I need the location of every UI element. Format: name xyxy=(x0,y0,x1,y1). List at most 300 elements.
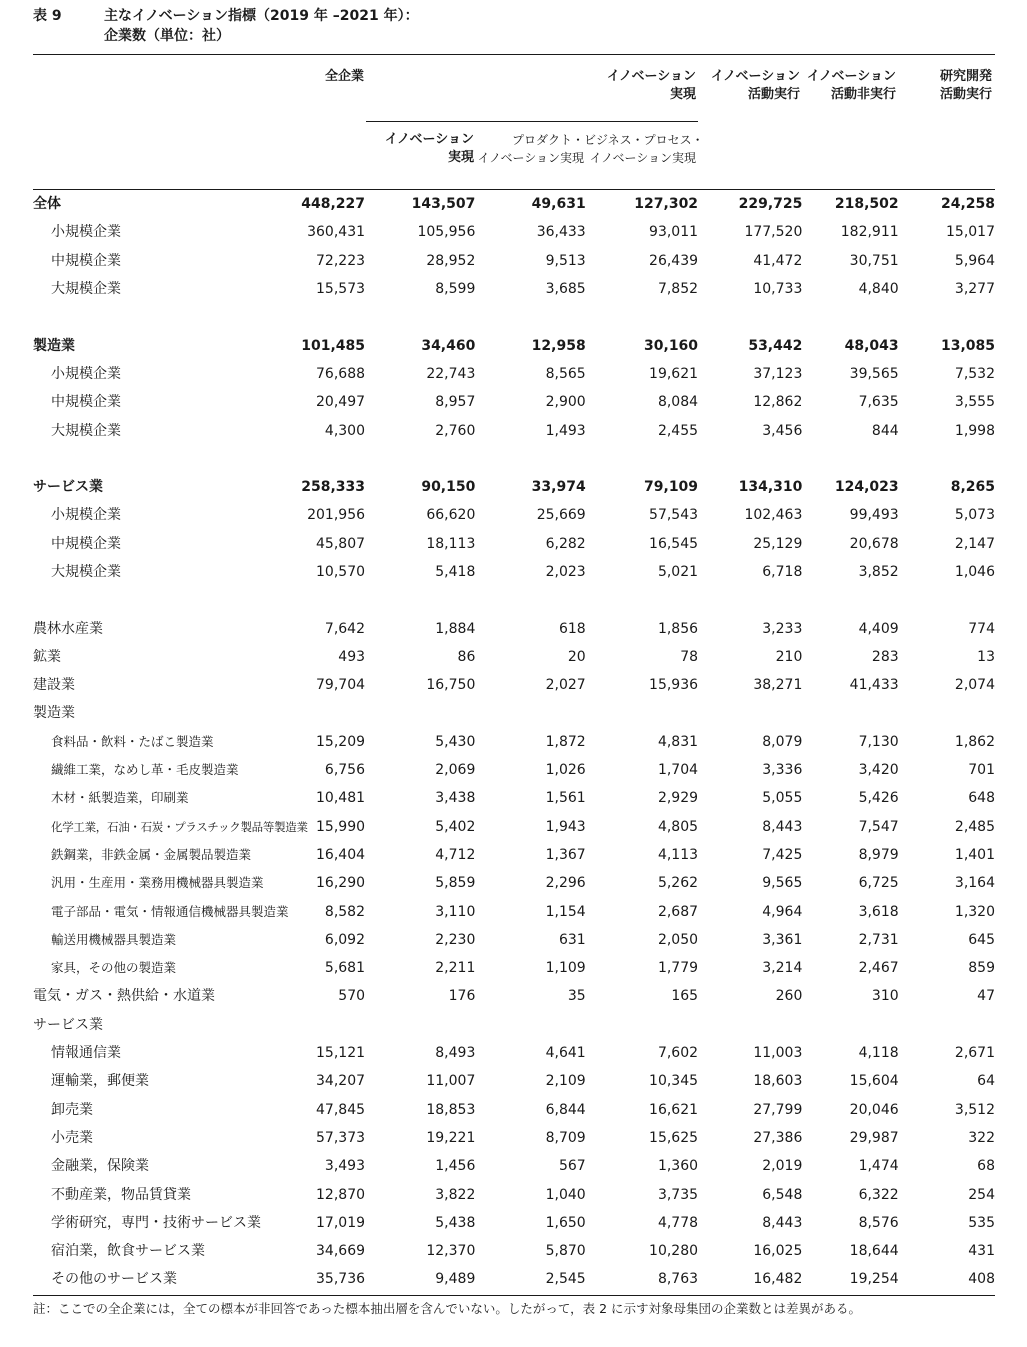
row-label xyxy=(33,303,263,331)
cell-value: 5,021 xyxy=(657,564,699,580)
cell-value: 16,290 xyxy=(316,875,366,892)
row-label: 繊維工業，なめし革・毛皮製造業 xyxy=(51,762,239,778)
row-label: 大規模企業 xyxy=(51,422,121,439)
cell-value: 101,485 xyxy=(301,337,366,354)
cell-value: 8,763 xyxy=(657,1271,699,1288)
cell-value: 12,370 xyxy=(426,1243,476,1260)
table-number: 表 9 xyxy=(33,8,62,24)
cell-value: 3,336 xyxy=(762,762,803,779)
cell-value: 7,642 xyxy=(324,620,366,637)
cell-value: 8,265 xyxy=(950,479,995,496)
table-title xyxy=(104,6,419,46)
cell-value: 6,092 xyxy=(324,931,366,948)
cell-value: 1,320 xyxy=(954,903,995,920)
table-row xyxy=(33,954,995,982)
cell-value: 33,974 xyxy=(531,479,586,496)
cell-value: 11,007 xyxy=(426,1073,476,1090)
cell-value: 34,669 xyxy=(316,1243,366,1260)
cell-value: 5,055 xyxy=(762,790,803,807)
cell-value: 2,900 xyxy=(545,394,586,411)
row-label: 小売業 xyxy=(51,1129,93,1146)
cell-value: 15,017 xyxy=(946,224,995,241)
cell-value: 1,401 xyxy=(954,846,995,863)
cell-value: 3,420 xyxy=(858,762,899,779)
table-row xyxy=(33,388,995,416)
cell-value: 1,474 xyxy=(858,1158,899,1175)
cell-value: 177,520 xyxy=(744,224,803,241)
cell-value xyxy=(698,699,802,727)
cell-value xyxy=(899,303,995,331)
cell-value: 2,929 xyxy=(657,790,699,807)
cell-value: 1,650 xyxy=(545,1214,586,1231)
spacer-row xyxy=(33,445,995,473)
cell-value: 7,130 xyxy=(858,733,899,750)
cell-value xyxy=(263,586,365,614)
cell-value: 1,046 xyxy=(954,564,995,580)
row-label: 建設業 xyxy=(33,677,75,694)
header-innovation-non-activity: イノベーション 活動非実行 xyxy=(806,69,896,102)
cell-value: 5,859 xyxy=(435,875,476,892)
cell-value: 3,852 xyxy=(858,564,899,580)
cell-value: 102,463 xyxy=(744,507,803,524)
table-row xyxy=(33,841,995,869)
cell-value: 3,277 xyxy=(954,281,995,298)
table-row xyxy=(33,614,995,642)
cell-value: 493 xyxy=(338,648,366,665)
cell-value: 2,671 xyxy=(954,1045,995,1062)
cell-value: 35 xyxy=(567,988,586,1005)
table-row xyxy=(33,728,995,756)
subheader-product-innovation: プロダクト・ イノベーション実現 xyxy=(477,133,584,165)
cell-value: 7,602 xyxy=(657,1045,699,1062)
row-label: 汎用・生産用・業務用機械器具製造業 xyxy=(51,875,264,891)
table-row xyxy=(33,558,995,586)
cell-value: 210 xyxy=(775,648,803,665)
cell-value: 41,472 xyxy=(753,252,803,269)
cell-value: 127,302 xyxy=(634,196,699,213)
cell-value: 4,641 xyxy=(545,1045,586,1062)
cell-value: 2,023 xyxy=(545,564,586,580)
row-label: 農林水産業 xyxy=(33,620,103,637)
cell-value: 2,069 xyxy=(435,762,476,779)
cell-value xyxy=(586,699,698,727)
table-row xyxy=(33,756,995,784)
spacer-row xyxy=(33,586,995,614)
cell-value xyxy=(802,1011,898,1039)
cell-value: 2,109 xyxy=(545,1073,586,1090)
header-all-companies: 全企業 xyxy=(324,69,364,84)
cell-value: 8,079 xyxy=(762,733,803,750)
cell-value: 3,164 xyxy=(954,875,995,892)
cell-value xyxy=(698,303,802,331)
cell-value: 570 xyxy=(338,988,366,1005)
cell-value: 3,618 xyxy=(858,903,899,920)
cell-value: 37,123 xyxy=(753,365,803,382)
table-row xyxy=(33,501,995,529)
cell-value: 176 xyxy=(448,988,476,1005)
row-label: 金融業，保険業 xyxy=(51,1158,149,1175)
cell-value: 701 xyxy=(968,762,995,779)
cell-value: 27,386 xyxy=(753,1129,803,1146)
cell-value: 16,750 xyxy=(426,677,476,694)
row-label: 輸送用機械器具製造業 xyxy=(51,931,177,947)
cell-value: 4,118 xyxy=(858,1045,899,1062)
cell-value xyxy=(263,699,365,727)
cell-value: 11,003 xyxy=(753,1045,803,1062)
cell-value: 3,214 xyxy=(762,960,803,977)
cell-value: 448,227 xyxy=(301,196,366,213)
table-row xyxy=(33,982,995,1010)
cell-value xyxy=(586,445,698,473)
cell-value: 3,233 xyxy=(762,620,803,637)
row-label: 食料品・飲料・たばこ製造業 xyxy=(51,733,214,749)
row-label: 製造業 xyxy=(33,705,75,722)
footnote: 註：ここでの全企業には，全ての標本が非回答であった標本抽出層を含んでいない。したがって，表 2 に示す対象母集団の企業数とは差異がある。 xyxy=(33,1301,862,1316)
cell-value: 283 xyxy=(871,648,899,665)
cell-value: 20,678 xyxy=(849,535,899,552)
cell-value: 6,844 xyxy=(545,1101,586,1118)
cell-value xyxy=(475,1011,585,1039)
cell-value: 1,704 xyxy=(657,762,699,779)
cell-value: 1,561 xyxy=(545,790,586,807)
cell-value: 2,545 xyxy=(545,1271,586,1288)
cell-value: 18,113 xyxy=(426,535,476,552)
table-title-line2: 企業数（単位：社） xyxy=(104,28,230,44)
cell-value: 10,733 xyxy=(753,281,803,298)
cell-value: 310 xyxy=(871,988,899,1005)
cell-value: 29,987 xyxy=(849,1129,899,1146)
cell-value: 5,870 xyxy=(545,1243,586,1260)
cell-value xyxy=(698,1011,802,1039)
table-row xyxy=(33,1237,995,1265)
cell-value: 79,109 xyxy=(644,479,699,496)
cell-value: 20,497 xyxy=(316,394,366,411)
cell-value: 16,545 xyxy=(649,535,699,552)
cell-value xyxy=(365,586,475,614)
cell-value: 7,547 xyxy=(858,818,899,835)
header-innovation-activity: イノベーション 活動実行 xyxy=(710,69,800,102)
cell-value: 567 xyxy=(558,1158,586,1175)
cell-value: 93,011 xyxy=(649,224,699,241)
table-row xyxy=(33,1152,995,1180)
table-row xyxy=(33,1067,995,1095)
cell-value xyxy=(365,1011,475,1039)
cell-value: 134,310 xyxy=(738,479,803,496)
cell-value: 86 xyxy=(457,648,476,665)
cell-value: 8,957 xyxy=(435,394,476,411)
cell-value: 18,853 xyxy=(426,1101,476,1118)
table-row xyxy=(33,416,995,444)
row-label: 電子部品・電気・情報通信機械器具製造業 xyxy=(51,903,289,919)
cell-value: 18,603 xyxy=(753,1073,803,1090)
cell-value: 13 xyxy=(977,648,995,665)
cell-value: 3,685 xyxy=(545,281,586,298)
cell-value xyxy=(365,699,475,727)
cell-value: 6,718 xyxy=(762,564,803,580)
cell-value: 844 xyxy=(871,422,899,439)
row-label: 鉱業 xyxy=(33,648,61,665)
cell-value: 76,688 xyxy=(316,365,366,382)
row-label: 小規模企業 xyxy=(51,224,121,241)
cell-value: 12,870 xyxy=(316,1186,366,1203)
cell-value: 10,280 xyxy=(649,1243,699,1260)
cell-value: 1,943 xyxy=(545,818,586,835)
cell-value: 3,110 xyxy=(435,903,476,920)
cell-value: 859 xyxy=(968,960,995,977)
cell-value: 8,443 xyxy=(762,1214,803,1231)
row-label: 学術研究，専門・技術サービス業 xyxy=(51,1214,261,1231)
cell-value: 1,026 xyxy=(545,762,586,779)
table-row xyxy=(33,1209,995,1237)
cell-value: 6,548 xyxy=(762,1186,803,1203)
row-label: 運輸業，郵便業 xyxy=(51,1073,149,1090)
table-row xyxy=(33,671,995,699)
cell-value: 78 xyxy=(680,648,699,665)
table-row xyxy=(33,1265,995,1293)
cell-value: 15,121 xyxy=(316,1045,366,1062)
cell-value: 201,956 xyxy=(307,507,366,524)
cell-value: 9,489 xyxy=(435,1271,476,1288)
header-innovation-realized: イノベーション 実現 xyxy=(606,69,696,102)
cell-value: 15,936 xyxy=(649,677,699,694)
cell-value: 165 xyxy=(671,988,699,1005)
cell-value: 19,621 xyxy=(649,365,699,382)
cell-value xyxy=(899,445,995,473)
cell-value: 53,442 xyxy=(748,337,803,354)
cell-value: 1,154 xyxy=(545,903,586,920)
spacer-row xyxy=(33,303,995,331)
cell-value: 1,040 xyxy=(545,1186,586,1203)
cell-value: 124,023 xyxy=(834,479,899,496)
table-row xyxy=(33,1039,995,1067)
cell-value: 6,282 xyxy=(545,535,586,552)
cell-value xyxy=(475,445,585,473)
cell-value: 8,576 xyxy=(858,1214,899,1231)
cell-value: 2,485 xyxy=(954,818,995,835)
cell-value: 2,027 xyxy=(545,677,586,694)
cell-value: 57,373 xyxy=(316,1129,366,1146)
cell-value: 27,799 xyxy=(753,1101,803,1118)
cell-value xyxy=(475,586,585,614)
cell-value: 8,709 xyxy=(545,1129,586,1146)
cell-value: 1,998 xyxy=(954,422,995,439)
innovation-indicator-table xyxy=(33,190,995,1294)
cell-value xyxy=(899,699,995,727)
cell-value: 5,438 xyxy=(435,1214,476,1231)
cell-value: 17,019 xyxy=(316,1214,366,1231)
cell-value: 6,322 xyxy=(858,1186,899,1203)
row-label: 全体 xyxy=(33,196,61,213)
subheader-process-innovation: ビジネス・プロセス・ イノベーション実現 xyxy=(584,133,704,165)
cell-value: 20,046 xyxy=(849,1101,899,1118)
cell-value: 12,862 xyxy=(753,394,803,411)
cell-value: 8,443 xyxy=(762,818,803,835)
cell-value: 39,565 xyxy=(849,365,899,382)
cell-value: 10,570 xyxy=(316,564,366,580)
cell-value: 2,147 xyxy=(954,535,995,552)
row-label: 情報通信業 xyxy=(51,1045,121,1062)
cell-value: 1,367 xyxy=(545,846,586,863)
cell-value: 24,258 xyxy=(940,196,995,213)
cell-value: 1,884 xyxy=(435,620,476,637)
cell-value: 16,482 xyxy=(753,1271,803,1288)
cell-value xyxy=(586,303,698,331)
subheader-innovation-realized: イノベーション 実現 xyxy=(384,132,474,165)
cell-value xyxy=(802,699,898,727)
cell-value: 36,433 xyxy=(536,224,586,241)
cell-value: 2,211 xyxy=(435,960,476,977)
cell-value: 648 xyxy=(968,790,995,807)
cell-value xyxy=(698,586,802,614)
table-row xyxy=(33,784,995,812)
cell-value: 645 xyxy=(968,931,995,948)
table-row xyxy=(33,813,995,841)
table-row xyxy=(33,275,995,303)
table-row xyxy=(33,926,995,954)
cell-value: 25,129 xyxy=(753,535,803,552)
table-row xyxy=(33,218,995,246)
cell-value: 4,831 xyxy=(657,733,699,750)
cell-value: 8,565 xyxy=(545,365,586,382)
row-label: 鉄鋼業，非鉄金属・金属製品製造業 xyxy=(51,846,252,862)
cell-value xyxy=(802,303,898,331)
table-row xyxy=(33,1180,995,1208)
sub-header-rule xyxy=(366,121,698,122)
cell-value: 5,418 xyxy=(435,564,476,580)
cell-value: 10,481 xyxy=(316,790,366,807)
cell-value: 57,543 xyxy=(649,507,699,524)
table-row xyxy=(33,530,995,558)
cell-value: 13,085 xyxy=(940,337,995,354)
cell-value xyxy=(475,303,585,331)
cell-value: 7,425 xyxy=(762,846,803,863)
cell-value: 8,493 xyxy=(435,1045,476,1062)
row-label xyxy=(33,586,263,614)
cell-value: 15,990 xyxy=(316,818,366,835)
cell-value: 360,431 xyxy=(307,224,366,241)
row-label: 化学工業，石油・石炭・プラスチック製品等製造業 xyxy=(51,819,308,834)
cell-value: 3,493 xyxy=(324,1158,366,1175)
cell-value: 5,262 xyxy=(657,875,699,892)
table-row xyxy=(33,897,995,925)
table-title-line1: 主なイノベーション指標（2019 年 –2021 年）： xyxy=(104,8,419,24)
cell-value: 258,333 xyxy=(301,479,366,496)
cell-value: 18,644 xyxy=(849,1243,899,1260)
cell-value: 41,433 xyxy=(849,677,899,694)
cell-value: 5,964 xyxy=(954,252,995,269)
cell-value xyxy=(586,1011,698,1039)
cell-value: 105,956 xyxy=(417,224,476,241)
cell-value: 4,712 xyxy=(435,846,476,863)
cell-value: 34,207 xyxy=(316,1073,366,1090)
cell-value: 618 xyxy=(558,620,586,637)
cell-value: 16,621 xyxy=(649,1101,699,1118)
cell-value: 15,209 xyxy=(316,733,366,750)
bottom-rule xyxy=(33,1295,995,1296)
cell-value: 12,958 xyxy=(531,337,586,354)
row-label: 中規模企業 xyxy=(51,535,121,552)
cell-value: 2,760 xyxy=(435,422,476,439)
cell-value: 2,050 xyxy=(657,931,699,948)
cell-value: 19,254 xyxy=(849,1271,899,1288)
cell-value: 1,456 xyxy=(435,1158,476,1175)
cell-value: 2,455 xyxy=(657,422,699,439)
cell-value: 8,599 xyxy=(435,281,476,298)
cell-value: 8,582 xyxy=(324,903,366,920)
cell-value: 2,731 xyxy=(858,931,899,948)
cell-value: 4,409 xyxy=(858,620,899,637)
cell-value: 26,439 xyxy=(649,252,699,269)
row-label: 大規模企業 xyxy=(51,281,121,298)
cell-value: 182,911 xyxy=(840,224,899,241)
cell-value: 64 xyxy=(977,1073,995,1090)
cell-value: 431 xyxy=(968,1243,995,1260)
cell-value: 66,620 xyxy=(426,507,476,524)
cell-value: 1,872 xyxy=(545,733,586,750)
cell-value: 68 xyxy=(977,1158,995,1175)
table-row xyxy=(33,473,995,501)
cell-value: 28,952 xyxy=(426,252,476,269)
cell-value: 3,438 xyxy=(435,790,476,807)
row-label: 大規模企業 xyxy=(51,564,121,580)
cell-value: 1,360 xyxy=(657,1158,699,1175)
cell-value: 4,300 xyxy=(324,422,366,439)
cell-value: 2,687 xyxy=(657,903,699,920)
cell-value: 143,507 xyxy=(411,196,476,213)
table-body xyxy=(33,190,995,1294)
cell-value: 79,704 xyxy=(316,677,366,694)
row-label: 卸売業 xyxy=(51,1101,93,1118)
table-row xyxy=(33,247,995,275)
table-row xyxy=(33,1011,995,1039)
cell-value: 38,271 xyxy=(753,677,803,694)
cell-value: 4,113 xyxy=(657,846,699,863)
cell-value: 2,296 xyxy=(545,875,586,892)
cell-value: 5,426 xyxy=(858,790,899,807)
cell-value: 408 xyxy=(968,1271,995,1288)
row-label: 不動産業，物品賃貸業 xyxy=(51,1186,191,1203)
cell-value xyxy=(586,586,698,614)
row-label: 小規模企業 xyxy=(51,507,121,524)
cell-value: 19,221 xyxy=(426,1129,476,1146)
cell-value: 9,513 xyxy=(545,252,586,269)
cell-value: 35,736 xyxy=(316,1271,366,1288)
cell-value: 322 xyxy=(968,1129,995,1146)
cell-value: 47 xyxy=(977,988,995,1005)
row-label xyxy=(33,445,263,473)
table-row xyxy=(33,190,995,218)
cell-value: 5,681 xyxy=(324,960,366,977)
cell-value: 20 xyxy=(567,648,586,665)
cell-value: 7,635 xyxy=(858,394,899,411)
cell-value: 1,493 xyxy=(545,422,586,439)
cell-value: 218,502 xyxy=(834,196,899,213)
cell-value xyxy=(365,303,475,331)
cell-value: 25,669 xyxy=(536,507,586,524)
cell-value: 4,964 xyxy=(762,903,803,920)
cell-value: 3,456 xyxy=(762,422,803,439)
cell-value xyxy=(802,445,898,473)
header-rd-activity: 研究開発 活動実行 xyxy=(939,69,992,102)
cell-value xyxy=(698,445,802,473)
cell-value: 2,019 xyxy=(762,1158,803,1175)
top-rule xyxy=(33,54,995,55)
cell-value xyxy=(802,586,898,614)
row-label: サービス業 xyxy=(33,1016,103,1033)
cell-value xyxy=(899,1011,995,1039)
row-label: 中規模企業 xyxy=(51,252,121,269)
cell-value: 30,160 xyxy=(644,337,699,354)
